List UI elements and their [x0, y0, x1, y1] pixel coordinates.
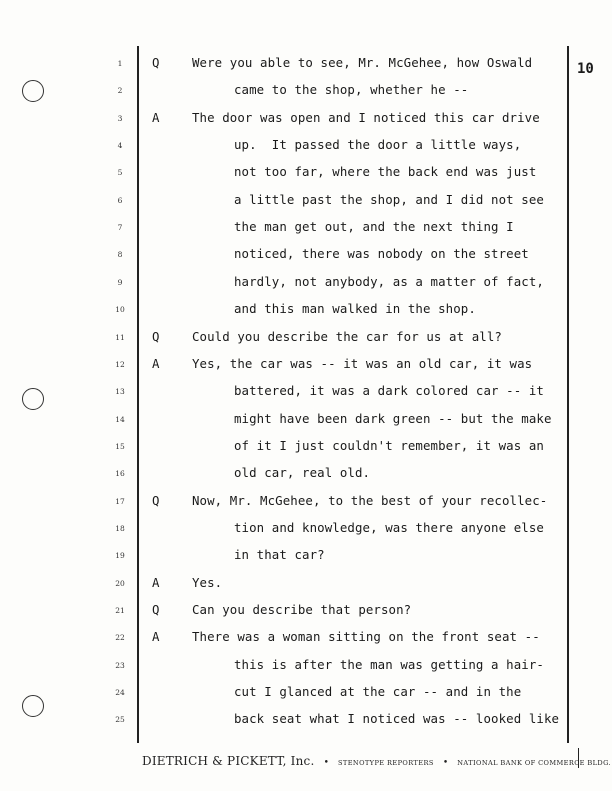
line-number: 17: [115, 496, 125, 506]
answer-marker: A: [152, 355, 160, 371]
line-number: 25: [115, 715, 125, 725]
transcript-line: in that car?: [234, 547, 325, 563]
line-number: 16: [115, 469, 125, 479]
line-number: 18: [115, 523, 125, 533]
transcript-line: not too far, where the back end was just: [234, 164, 537, 180]
question-marker: Q: [152, 55, 160, 70]
line-number: 6: [117, 195, 123, 205]
transcript-line: the man get out, and the next thing I: [234, 219, 514, 235]
line-number: 9: [117, 277, 123, 287]
line-number: 5: [117, 168, 123, 178]
line-number: 13: [115, 387, 125, 397]
transcript-line: tion and knowledge, was there anyone else: [234, 519, 544, 535]
line-number: 10: [115, 305, 125, 315]
line-number: 14: [115, 414, 125, 424]
transcript-line: Yes, the car was -- it was an old car, it was: [192, 355, 533, 371]
transcript-line: came to the shop, whether he --: [234, 82, 469, 98]
line-number: 11: [115, 332, 125, 342]
transcript-line: Could you describe the car for us at all?: [192, 328, 502, 344]
line-number: 7: [117, 223, 123, 233]
transcript-line: Can you describe that person?: [192, 602, 412, 617]
reporter-footer: [142, 750, 611, 769]
binder-hole-bottom: [22, 695, 44, 717]
right-margin-rule: [567, 46, 569, 743]
line-number: 21: [115, 606, 125, 615]
transcript-line: Were you able to see, Mr. McGehee, how Oswald: [192, 55, 533, 70]
answer-marker: A: [152, 109, 160, 125]
page-number: 10: [577, 61, 594, 77]
transcript-line: might have been dark green -- but the make: [234, 410, 552, 426]
line-number: 8: [117, 250, 123, 260]
line-number: 12: [115, 359, 125, 369]
line-number: 3: [117, 113, 123, 123]
transcript-line: up. It passed the door a little ways,: [234, 137, 522, 153]
transcript-line: back seat what I noticed was -- looked like: [234, 711, 560, 727]
binder-hole-top: [22, 80, 44, 102]
transcript-line: Now, Mr. McGehee, to the best of your recollec-: [192, 492, 548, 508]
answer-marker: A: [152, 574, 160, 590]
transcript-line: There was a woman sitting on the front seat --: [192, 629, 540, 645]
transcript-line: Yes.: [192, 574, 223, 590]
question-marker: Q: [152, 328, 160, 344]
transcript-line: noticed, there was nobody on the street: [234, 246, 529, 262]
transcript-line: of it I just couldn't remember, it was an: [234, 437, 544, 453]
transcript-line: a little past the shop, and I did not see: [234, 191, 544, 207]
firm-address: NATIONAL BANK OF COMMERCE BLDG.: [457, 759, 612, 767]
left-margin-rule: [137, 46, 139, 743]
transcript-line: and this man walked in the shop.: [234, 301, 476, 317]
transcript-line: cut I glanced at the car -- and in the: [234, 684, 522, 700]
separator-dot-icon: •: [323, 758, 329, 768]
line-number: 23: [115, 660, 125, 670]
transcript-line: this is after the man was getting a hair-: [234, 656, 544, 672]
service-name: STENOTYPE REPORTERS: [337, 759, 434, 767]
firm-name: DIETRICH & PICKETT, Inc.: [142, 754, 315, 768]
line-number: 19: [115, 551, 125, 561]
line-number: 22: [115, 633, 125, 643]
transcript-line: hardly, not anybody, as a matter of fact,: [234, 273, 544, 289]
line-number: 20: [115, 578, 125, 588]
binder-hole-middle: [22, 388, 44, 410]
line-number: 4: [117, 141, 123, 151]
line-number: 15: [115, 441, 125, 451]
separator-dot-icon: •: [442, 758, 449, 768]
answer-marker: A: [152, 629, 160, 645]
line-number: 24: [115, 688, 125, 698]
line-number: 2: [117, 86, 123, 96]
line-number: 1: [117, 59, 123, 68]
question-marker: Q: [152, 602, 160, 617]
question-marker: Q: [152, 492, 160, 508]
transcript-line: old car, real old.: [234, 465, 371, 481]
transcript-line: battered, it was a dark colored car -- it: [234, 383, 544, 399]
transcript-line: The door was open and I noticed this car drive: [192, 109, 540, 125]
